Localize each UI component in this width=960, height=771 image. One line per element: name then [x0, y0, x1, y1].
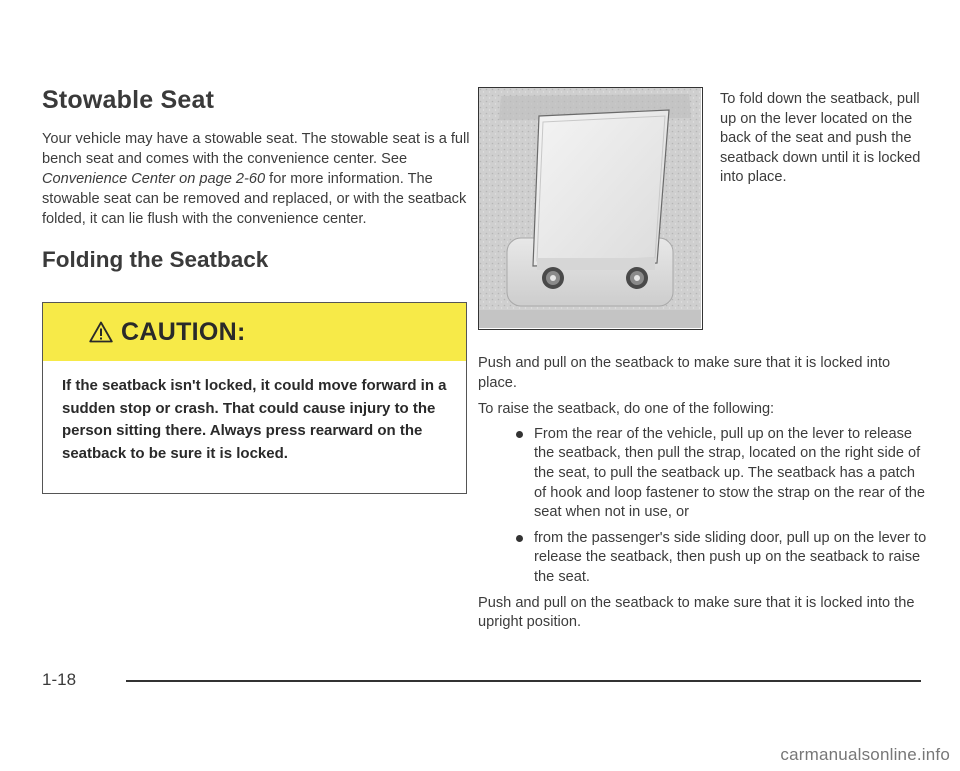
seatback-photo — [478, 87, 703, 330]
warning-triangle-icon — [89, 321, 113, 343]
list-item-text: from the passenger's side sliding door, pull up on the lever to release the seatback, then push up on the seatback to raise the seat. — [534, 529, 927, 585]
fold-instructions: To fold down the seatback, pull up on the lever located on the back of the seat and push the seatback down until it is locked into place. — [720, 91, 921, 186]
left-column — [42, 86, 472, 273]
list-item — [478, 529, 928, 588]
caution-text: If the seatback isn't locked, it could move forward in a sudden stop or crash. That could cause injury to the person sitting there. Always press rearward on the seatback to be sure it is locked. — [62, 377, 447, 462]
footer-rule — [126, 680, 921, 682]
raise-intro: To raise the seatback, do one of the following: — [478, 401, 775, 418]
push-pull-check-1: Push and pull on the seatback to make sure that it is locked into place. — [478, 355, 891, 391]
intro-paragraph — [42, 129, 472, 229]
bullet-dot-icon — [516, 431, 523, 438]
intro-text-before: Your vehicle may have a stowable seat. The stowable seat is a full bench seat and comes with the convenience center. See — [42, 131, 470, 167]
section-heading: Folding the Seatback — [42, 247, 269, 272]
bullet-dot-icon — [516, 535, 523, 542]
cross-reference: Convenience Center on page 2-60 — [42, 171, 266, 187]
caution-header — [43, 303, 466, 361]
page-number: 1-18 — [42, 670, 77, 689]
push-pull-check-2: Push and pull on the seatback to make sure that it is locked into the upright position. — [478, 594, 915, 631]
watermark: carmanualsonline.info — [780, 745, 950, 764]
intro-text-after: for more information. The stowable seat can be removed and replaced, or with the seatback folded, it can lie flush with the convenience center. — [42, 171, 467, 227]
raise-options-list — [478, 425, 928, 588]
list-item — [478, 425, 928, 523]
page-title: Stowable Seat — [42, 86, 215, 114]
right-column — [478, 354, 928, 633]
list-item-text: From the rear of the vehicle, pull up on the lever to release the seatback, then pull the strap, located on the right side of the seat, to pull the seatback up. The seatback has a patch of hook and loop fastener to stow the strap on the rear of the seat when not in use, or — [534, 425, 926, 521]
caution-box — [42, 302, 467, 494]
caution-label: CAUTION: — [121, 317, 246, 346]
seatback-illustration — [479, 88, 701, 328]
